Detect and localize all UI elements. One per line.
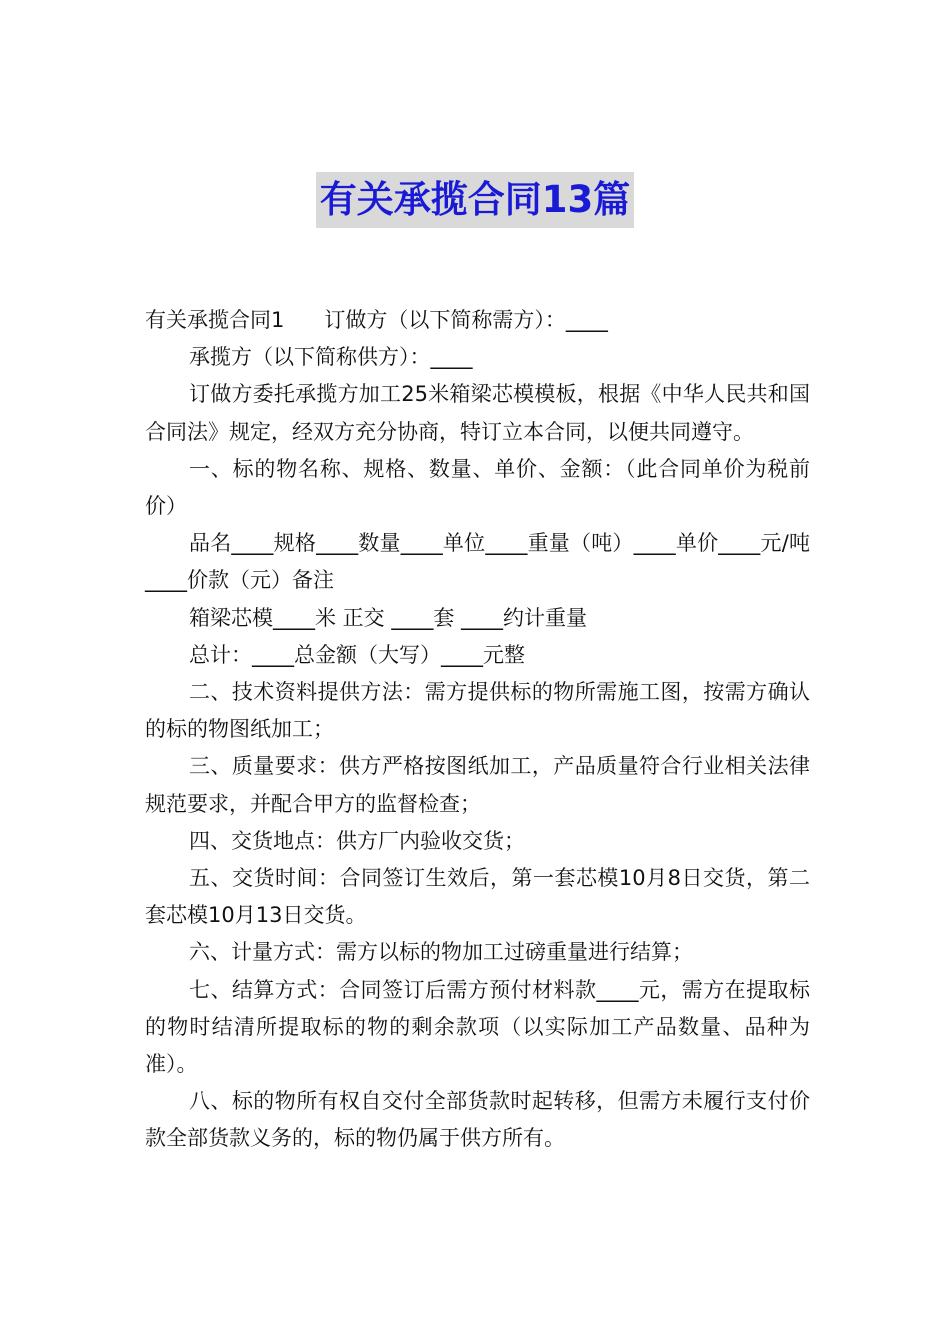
paragraph: 六、计量方式：需方以标的物加工过磅重量进行结算；: [189, 940, 693, 965]
document-body: [145, 302, 810, 1158]
paragraph: 品名____规格____数量____单位____重量（吨）____单价____元/吨____价款（元）备注: [145, 531, 810, 593]
paragraph: 四、交货地点：供方厂内验收交货；: [189, 828, 525, 853]
orderer-line: 订做方（以下简称需方）：____: [324, 308, 608, 332]
paragraph: 七、结算方式：合同签订后需方预付材料款____元，需方在提取标的物时结清所提取标的物的剩余款项（以实际加工产品数量、品种为准）。: [145, 977, 810, 1077]
heading-line: [145, 302, 810, 339]
paragraph: 订做方委托承揽方加工25米箱梁芯模模板，根据《中华人民共和国合同法》规定，经双方充分协商，特订立本合同，以便共同遵守。: [145, 382, 810, 444]
paragraph: 箱梁芯模____米 正交 ____套 ____约计重量: [189, 605, 588, 630]
title-container: [0, 172, 950, 228]
paragraph: 承揽方（以下简称供方）：____: [189, 345, 473, 370]
paragraph: 五、交货时间：合同签订生效后，第一套芯模10月8日交货，第二套芯模10月13日交货。: [145, 866, 810, 928]
document-title: 有关承揽合同13篇: [316, 172, 635, 228]
contract-number-label: 有关承揽合同1: [145, 308, 285, 332]
paragraph: 三、质量要求：供方严格按图纸加工，产品质量符合行业相关法律规范要求，并配合甲方的监督检查；: [145, 754, 810, 816]
paragraph: 二、技术资料提供方法：需方提供标的物所需施工图，按需方确认的标的物图纸加工；: [145, 680, 810, 742]
paragraph: 一、标的物名称、规格、数量、单价、金额：（此合同单价为税前价）: [145, 456, 810, 519]
paragraph: 总计：____总金额（大写）____元整: [189, 642, 525, 667]
paragraph: 八、标的物所有权自交付全部货款时起转移，但需方未履行支付价款全部货款义务的，标的物仍属于供方所有。: [145, 1089, 810, 1151]
